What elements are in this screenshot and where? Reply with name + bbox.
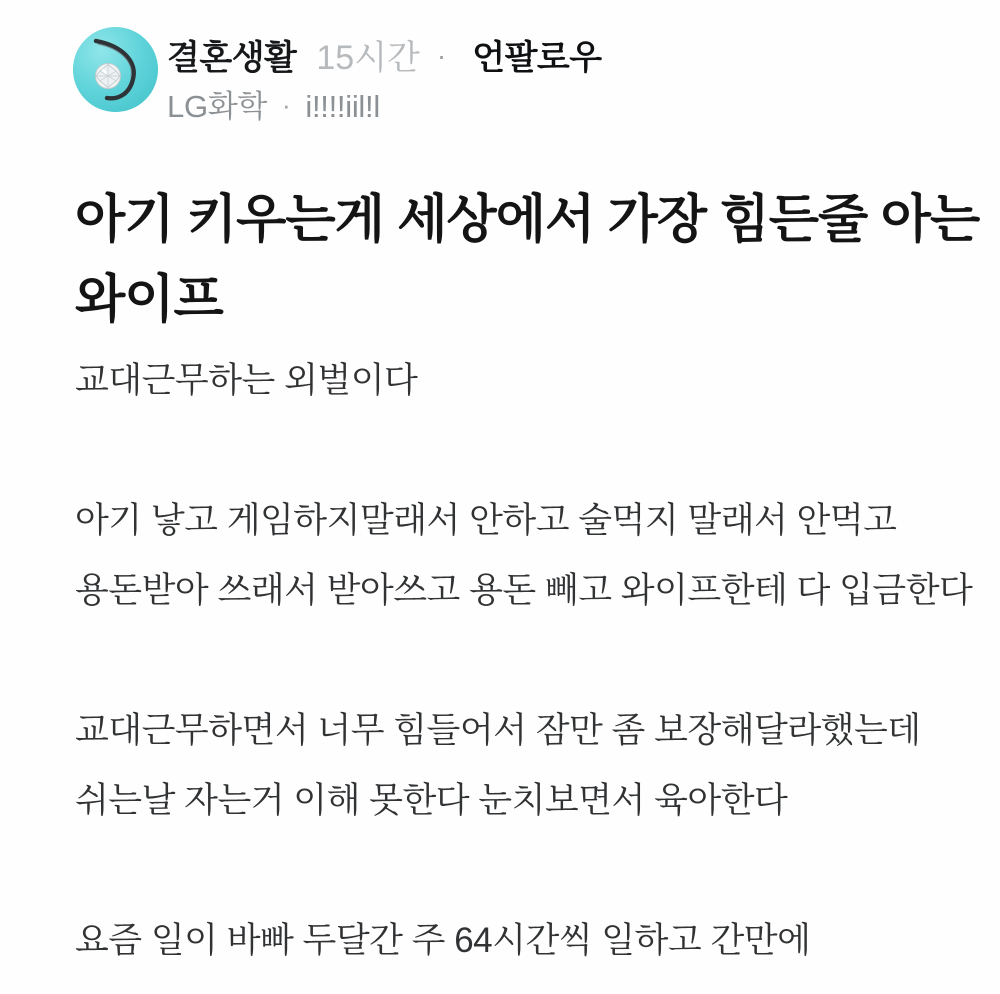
post-text-line: 아기 낳고 게임하지말래서 안하고 술먹지 말래서 안먹고 (75, 501, 897, 540)
post-text-line: 용돈받아 쓰래서 받아쓰고 용돈 빼고 와이프한테 다 입금한다 (75, 571, 973, 610)
post-text-line: 교대근무하면서 너무 힘들어서 잠만 좀 보장해달라했는데 (75, 711, 921, 750)
header-text (167, 27, 602, 126)
post-paragraph (75, 696, 965, 836)
post-paragraph (75, 906, 965, 976)
post-paragraph (75, 346, 965, 416)
post-body (75, 346, 973, 994)
post-text-line: 요즘 일이 바빠 두달간 주 64시간씩 일하고 간만에 (75, 921, 811, 960)
board-name[interactable]: 결혼생활 (167, 39, 297, 77)
header-row-secondary (167, 89, 602, 126)
post-header (73, 27, 602, 126)
company-name: LG화학 (167, 89, 268, 124)
post-timestamp: 15시간 (316, 39, 420, 77)
post-title-line: 아기 키우는게 세상에서 가장 힘든줄 아는 (75, 191, 980, 249)
post-text-line: 쉬는날 자는거 이해 못한다 눈치보면서 육아한다 (75, 781, 788, 820)
user-nickname: i!!!!iil!l (305, 89, 380, 124)
separator-dot: · (282, 90, 291, 120)
unfollow-button[interactable]: 언팔로우 (472, 30, 601, 79)
separator-dot: · (436, 40, 447, 71)
avatar[interactable] (73, 27, 158, 112)
post-paragraph (75, 486, 973, 626)
post-title-line: 와이프 (75, 271, 223, 329)
post-text-line: 교대근무하는 외벌이다 (75, 361, 418, 400)
post-title (75, 180, 979, 340)
diamond-ring-icon (73, 27, 158, 112)
header-row-primary (167, 30, 602, 80)
